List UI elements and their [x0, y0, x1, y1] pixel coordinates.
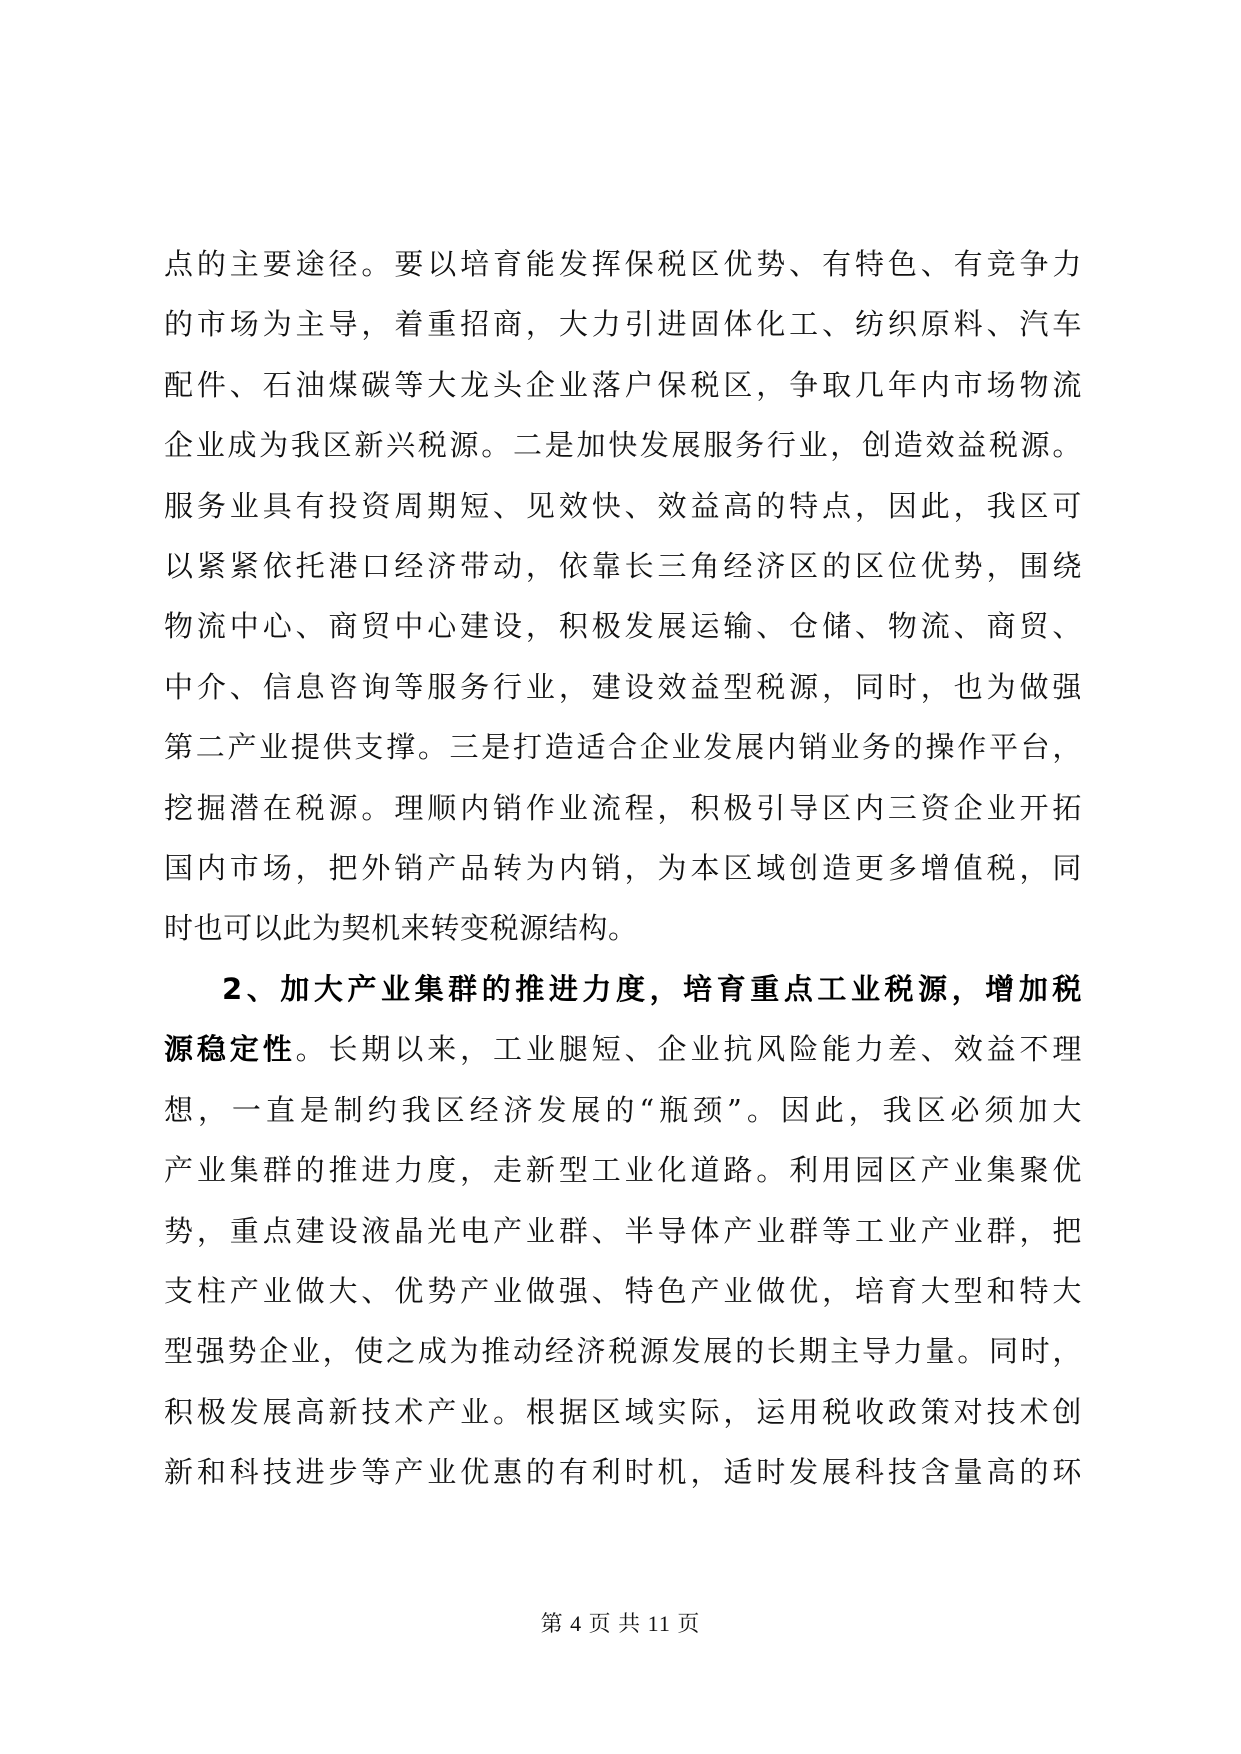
paragraph-2 — [164, 959, 1082, 1503]
text-line: 中介、信息咨询等服务行业，建设效益型税源，同时，也为做强 — [164, 669, 1082, 704]
text-line: 挖掘潜在税源。理顺内销作业流程，积极引导区内三资企业开拓 — [164, 790, 1082, 825]
section-heading-continued: 源稳定性 — [164, 1032, 296, 1067]
text-line: 产业集群的推进力度，走新型工业化道路。利用园区产业集聚优 — [164, 1153, 1082, 1188]
text-line: 以紧紧依托港口经济带动，依靠长三角经济区的区位优势，围绕 — [164, 549, 1082, 584]
text-line: 的市场为主导，着重招商，大力引进固体化工、纺织原料、汽车 — [164, 307, 1082, 342]
text-line: 服务业具有投资周期短、见效快、效益高的特点，因此，我区可 — [164, 488, 1082, 523]
text-line: 势，重点建设液晶光电产业群、半导体产业群等工业产业群，把 — [164, 1213, 1082, 1248]
text-line: 第二产业提供支撑。三是打造适合企业发展内销业务的操作平台， — [164, 730, 1082, 765]
text-line: 积极发展高新技术产业。根据区域实际，运用税收政策对技术创 — [164, 1394, 1082, 1429]
text-line: 国内市场，把外销产品转为内销，为本区域创造更多增值税，同 — [164, 851, 1082, 886]
text-line: 配件、石油煤碳等大龙头企业落户保税区，争取几年内市场物流 — [164, 367, 1082, 402]
text-line: 新和科技进步等产业优惠的有利时机，适时发展科技含量高的环 — [164, 1455, 1082, 1490]
text-line: 企业成为我区新兴税源。二是加快发展服务行业，创造效益税源。 — [164, 428, 1082, 463]
section-heading: 2、加大产业集群的推进力度，培育重点工业税源，增加税 — [222, 971, 1082, 1006]
text-line: 型强势企业，使之成为推动经济税源发展的长期主导力量。同时， — [164, 1334, 1082, 1369]
text-line: 时也可以此为契机来转变税源结构。 — [164, 911, 638, 946]
page-number-footer: 第 4 页 共 11 页 — [540, 1611, 701, 1636]
text-line: 点的主要途径。要以培育能发挥保税区优势、有特色、有竞争力 — [164, 247, 1082, 281]
text-line: 物流中心、商贸中心建设，积极发展运输、仓储、物流、商贸、 — [164, 609, 1082, 644]
paragraph-1 — [164, 234, 1082, 959]
body-text — [164, 234, 1082, 1503]
text-line — [164, 1019, 1082, 1079]
text-line: 支柱产业做大、优势产业做强、特色产业做优，培育大型和特大 — [164, 1273, 1082, 1308]
text-run: 。长期以来，工业腿短、企业抗风险能力差、效益不理 — [295, 1032, 1083, 1067]
text-line: 想，一直是制约我区经济发展的“瓶颈”。因此，我区必须加大 — [164, 1092, 1082, 1127]
